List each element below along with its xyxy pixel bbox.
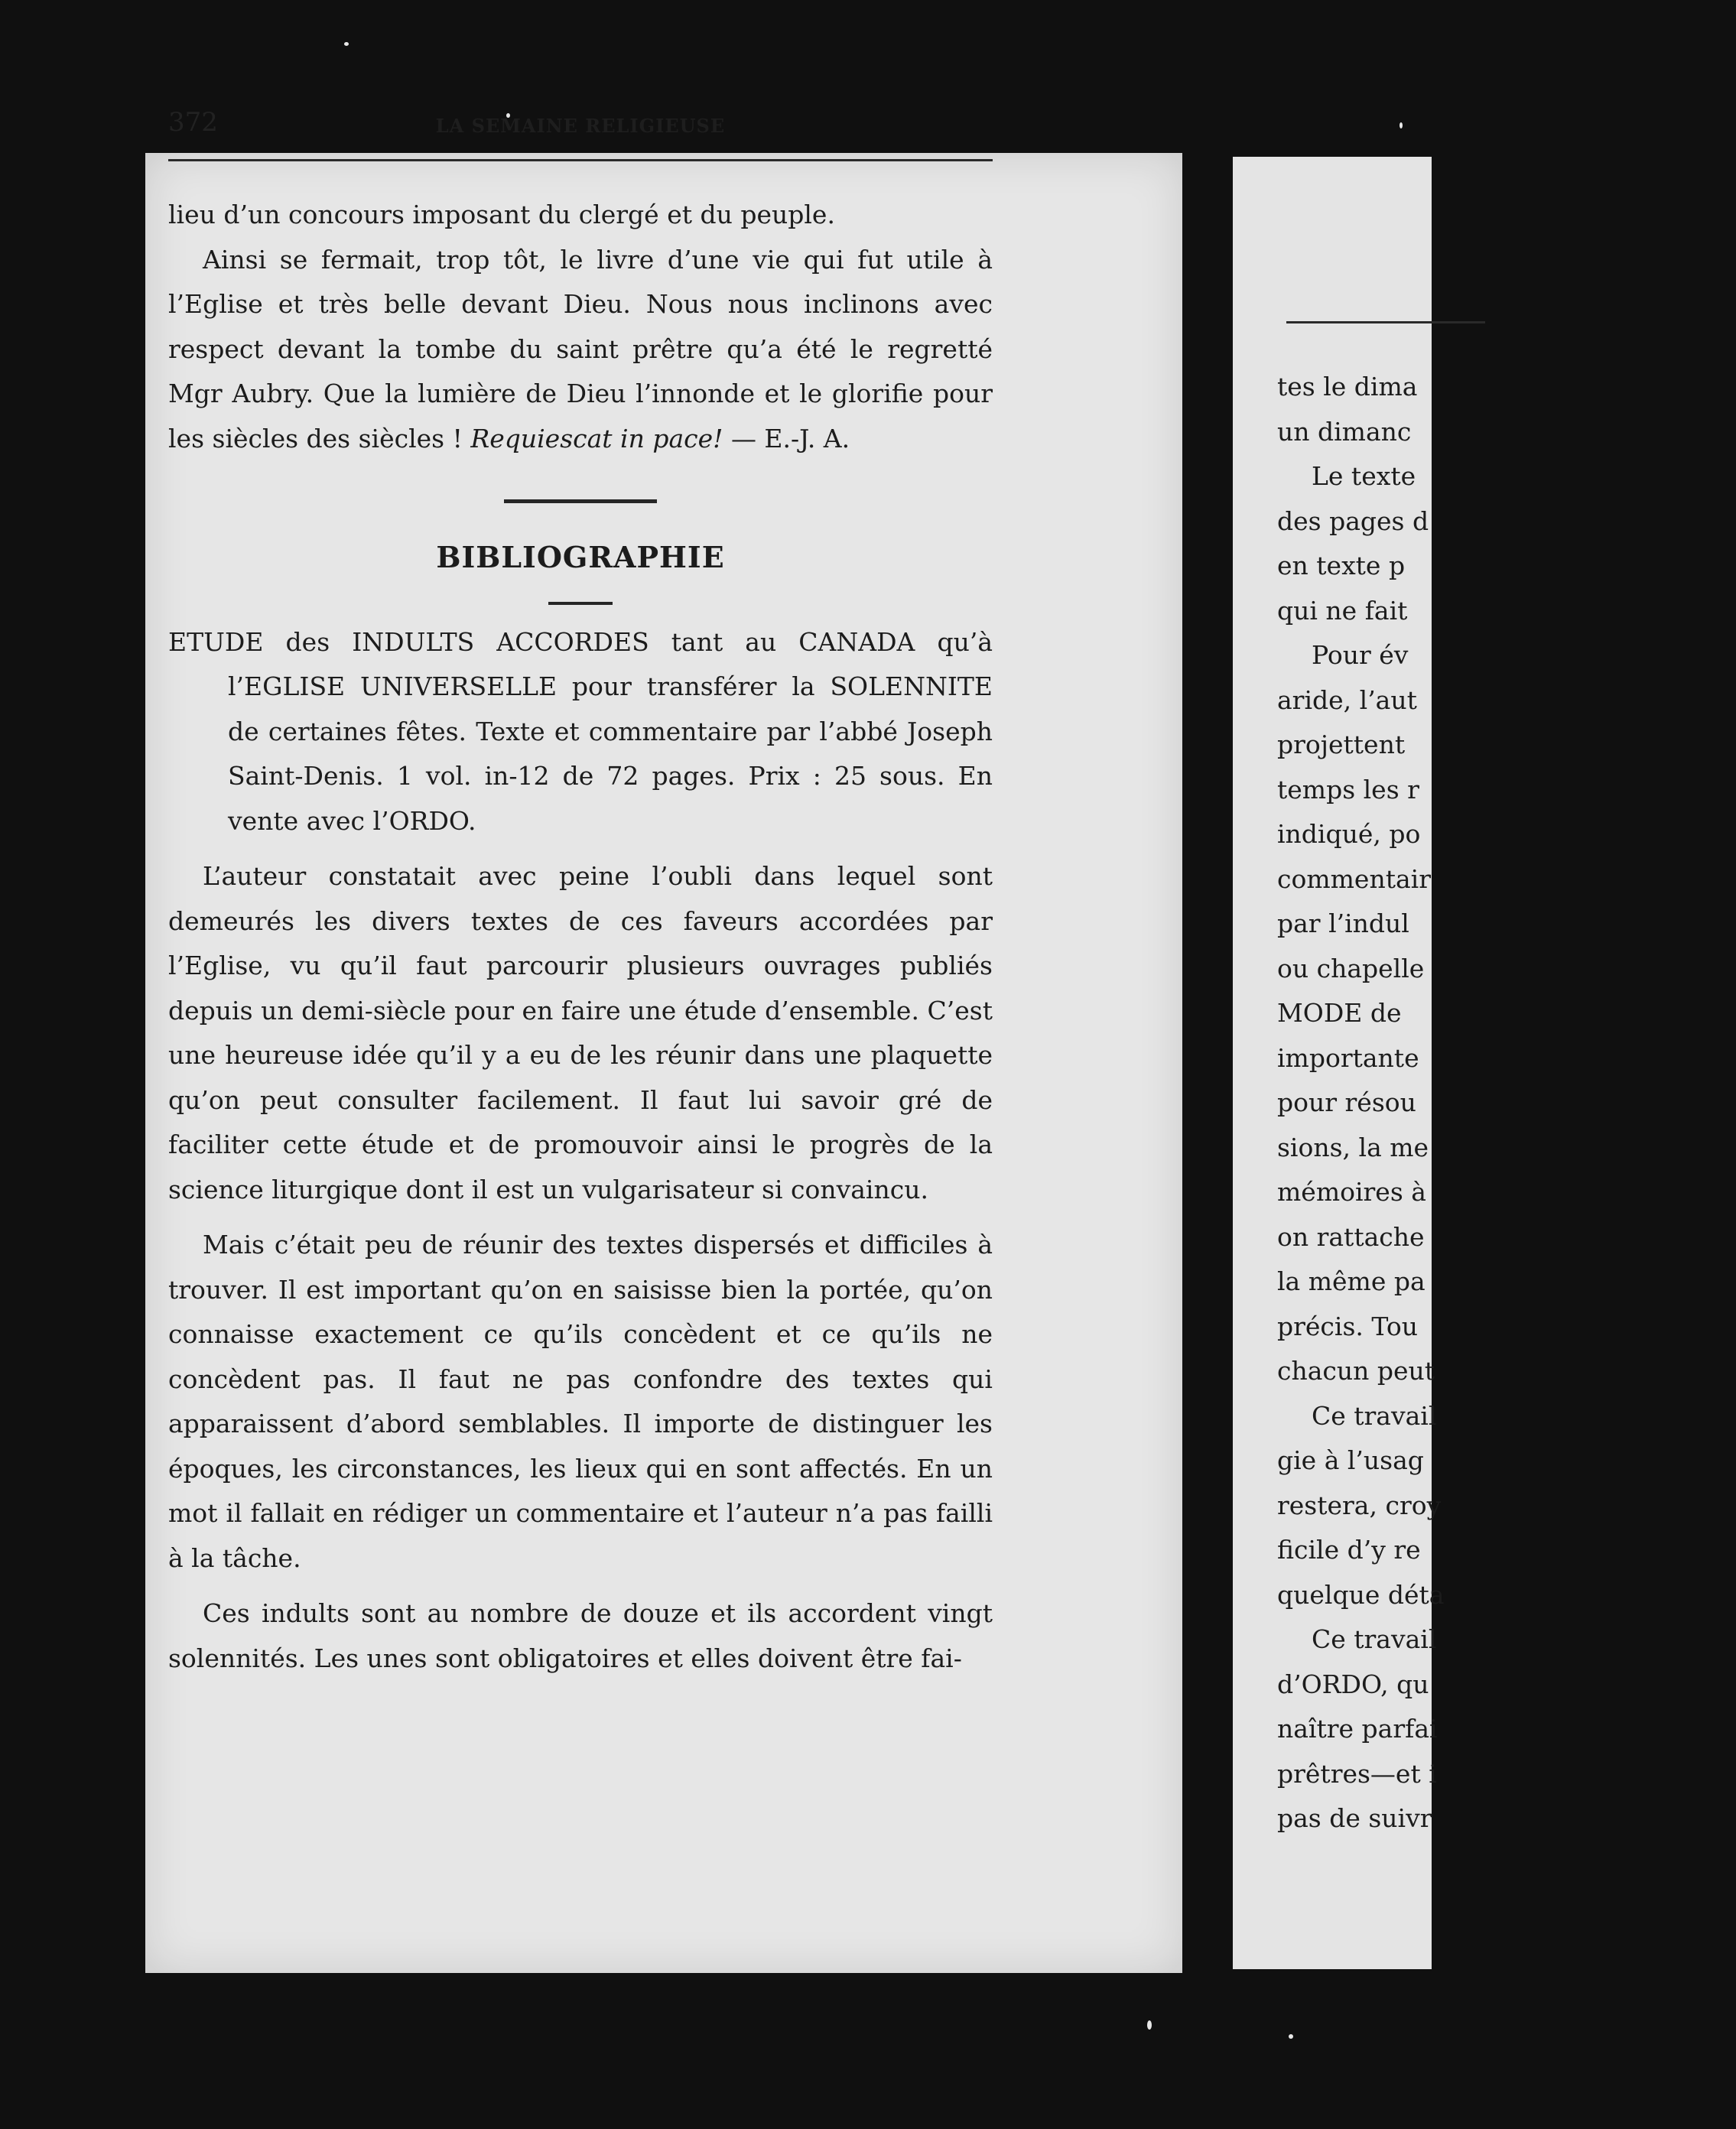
title-underline <box>548 602 613 605</box>
text-line: commentair <box>1277 863 1431 894</box>
text-line: naître parfai <box>1277 1714 1438 1744</box>
scan-speck <box>1400 122 1403 128</box>
section-divider <box>504 499 657 503</box>
text-line: aride, l’aut <box>1277 684 1417 715</box>
text-line: tes le dima <box>1277 372 1418 401</box>
text-line: Pour év <box>1312 640 1409 670</box>
opening-paragraph <box>168 238 993 462</box>
text-line: ficile d’y re <box>1277 1535 1421 1565</box>
text-line: chacun peut <box>1277 1356 1435 1386</box>
text-line: pas de suivr <box>1277 1803 1432 1833</box>
text-line: Le texte <box>1312 461 1416 491</box>
scan-speck <box>344 42 349 46</box>
text-line: restera, croy <box>1277 1490 1442 1520</box>
left-page-text <box>168 193 993 1681</box>
text-line: quelque déta <box>1277 1579 1445 1610</box>
opening-paragraph: lieu d’un concours imposant du clergé et du peuple. <box>168 200 835 229</box>
right-header-rule <box>1286 321 1485 323</box>
right-page <box>1233 157 1445 1969</box>
closing-latin: Requiescat in pace! <box>470 423 723 453</box>
body-paragraph: Ces indults sont au nombre de douze et ils accordent vingt solennités. Les unes sont obligatoires et elles doivent être fai- <box>168 1598 993 1673</box>
text-line: sions, la me <box>1277 1132 1429 1162</box>
running-head-title: LA SEMAINE RELIGIEUSE <box>435 115 726 137</box>
text-line: des pages d <box>1277 505 1429 536</box>
text-line: d’ORDO, qu <box>1277 1669 1429 1699</box>
header-rule <box>168 159 993 161</box>
right-page-text <box>1277 365 1736 1841</box>
page-number: 372 <box>168 107 218 138</box>
text-line: mémoires à <box>1277 1177 1426 1207</box>
text-line: MODE de <box>1277 998 1402 1028</box>
scan-speck <box>1147 2020 1152 2030</box>
text-line: gie à l’usag <box>1277 1445 1424 1475</box>
text-line: indiqué, po <box>1277 819 1421 849</box>
text-line: on rattache <box>1277 1221 1425 1252</box>
text-line: projettent <box>1277 730 1406 759</box>
text-line: un dimanc <box>1277 416 1412 447</box>
text-line: ou chapelle <box>1277 953 1425 983</box>
text-line: en texte p <box>1277 551 1406 580</box>
body-paragraph: L’auteur constatait avec peine l’oubli dans lequel sont demeurés les divers textes de ces faveurs accordées par l’Eglise, vu qu’il faut parcourir plusieurs ouvrages publiés depuis un demi-siècle pour en faire une étude d’ensemble. C’est une heureuse idée qu’il y a eu de les réunir dans une plaquette qu’on peut consulter facilement. Il faut lui savoir gré de faciliter cette étude et de promouvoir ainsi le progrès de la science liturgique dont il est un vulgarisateur si convaincu. <box>168 861 993 1204</box>
signature: — E.-J. A. <box>730 423 850 453</box>
text-line: précis. Tou <box>1277 1311 1418 1341</box>
text-line: Ce travail <box>1312 1624 1437 1654</box>
paragraph-text: Ainsi se fermait, trop tôt, le livre d’une vie qui fut utile à l’Eglise et très belle devant Dieu. Nous nous inclinons avec respect devant la tombe du saint prêtre qu’a été le regretté Mgr Aubry. Que la lumière de Dieu l’innonde et le glorifie pour les siècles des siècles ! <box>168 244 993 453</box>
text-line: pour résou <box>1277 1087 1416 1117</box>
text-line: par l’indul <box>1277 908 1409 938</box>
body-paragraph: Mais c’était peu de réunir des textes dispersés et difficiles à trouver. Il est important qu’on en saisisse bien la portée, qu’on connaisse exactement ce qu’ils concèdent et ce qu’ils ne concèdent pas. Il faut ne pas confondre des textes qui apparaissent d’abord semblables. Il importe de distinguer les époques, les circonstances, les lieux qui en sont affectés. En un mot il fallait en rédiger un commentaire et l’auteur n’a pas failli à la tâche. <box>168 1230 993 1573</box>
text-line: qui ne fait <box>1277 595 1408 626</box>
scan-speck <box>1289 2034 1293 2039</box>
running-head <box>168 107 993 145</box>
section-title: BIBLIOGRAPHIE <box>436 540 725 574</box>
bibliography-entry: ETUDE des INDULTS ACCORDES tant au CANADA qu’à l’EGLISE UNIVERSELLE pour transférer la SOLENNITE de certaines fêtes. Texte et commentaire par l’abbé Joseph Saint-Denis. 1 vol. in-12 de 72 pages. Prix : 25 sous. En vente avec l’ORDO. <box>168 626 993 836</box>
text-line: Ce travail <box>1312 1400 1437 1431</box>
text-line: prêtres—et i <box>1277 1758 1437 1789</box>
text-line: importante <box>1277 1042 1419 1073</box>
text-line: temps les r <box>1277 774 1419 804</box>
text-line: la même pa <box>1277 1266 1426 1296</box>
